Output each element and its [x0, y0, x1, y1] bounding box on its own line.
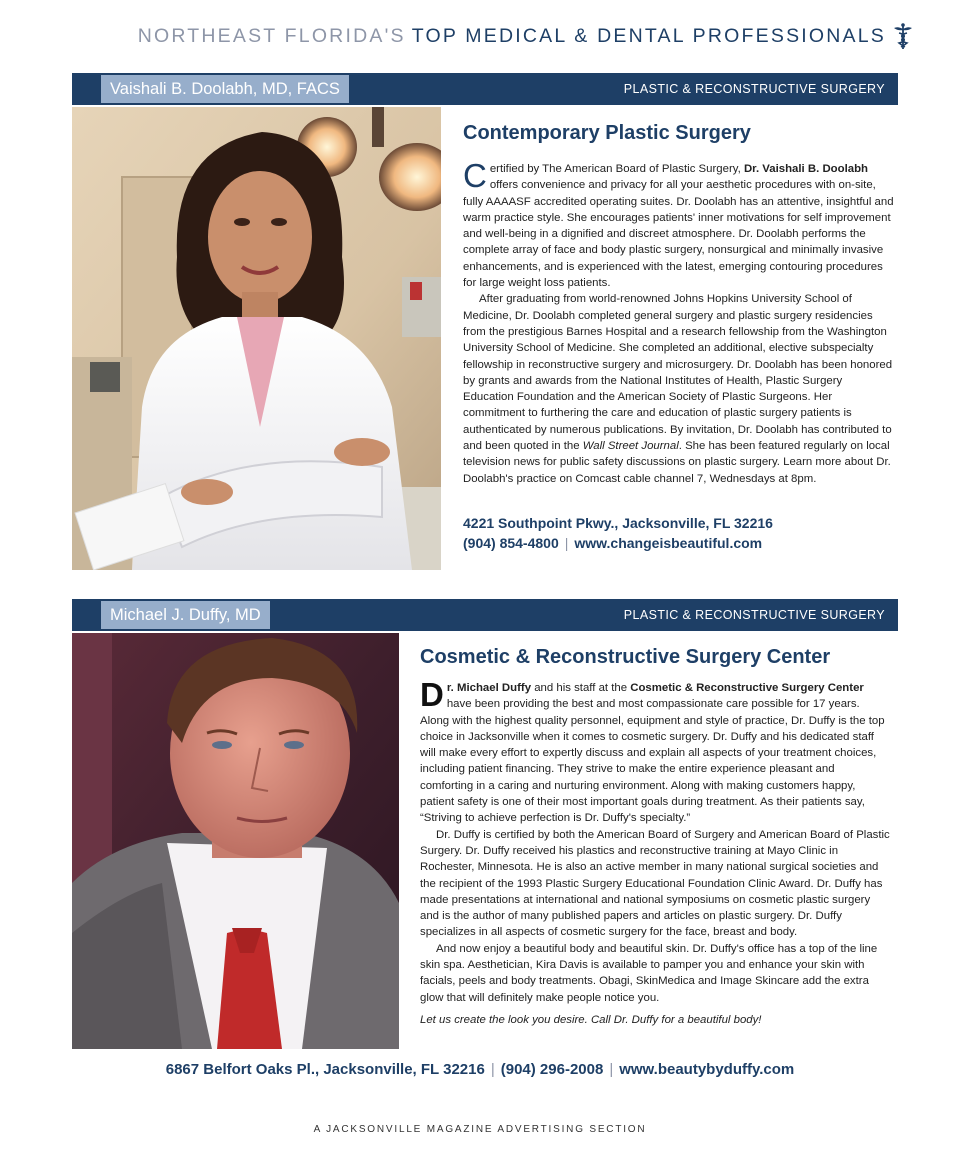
text-span: and his staff at the — [531, 682, 631, 694]
separator: | — [609, 1061, 614, 1078]
doctor-photo-duffy — [72, 633, 399, 1049]
paragraph — [420, 676, 890, 827]
paragraph — [463, 157, 895, 291]
profile-body-duffy — [420, 676, 890, 1028]
doctor-name-tab: Vaishali B. Doolabh, MD, FACS — [101, 75, 349, 103]
separator: | — [490, 1061, 495, 1078]
practice-name-bold: Cosmetic & Reconstructive Surgery Center — [630, 682, 864, 694]
phone-number[interactable]: (904) 854-4800 — [463, 535, 559, 551]
paragraph: And now enjoy a beautiful body and beautiful skin. Dr. Duffy's office has a top of the line skin spa. Aesthetician, Kira Davis is available to pamper you and enhance your skin with facials, peels and body treatments. Obagi, SkinMedica and Image Skincare add the extra glow that will definitely make people notice you. — [420, 942, 878, 1004]
paragraph — [463, 291, 895, 487]
profile-banner-doolabh — [72, 73, 898, 105]
phone-number[interactable]: (904) 296-2008 — [500, 1061, 604, 1078]
page-footer: A JACKSONVILLE MAGAZINE ADVERTISING SECTION — [313, 1124, 647, 1135]
page-header — [138, 22, 914, 50]
profile-banner-duffy — [72, 599, 898, 631]
text-span: . She has been featured regularly on local television news for public safety discussions on plastic surgery. Learn more about Dr. Doolabh's practice on Comcast cable channel 7, Wednesdays at 8pm. — [463, 440, 891, 485]
drop-cap: D — [420, 676, 444, 713]
address: 4221 Southpoint Pkwy., Jacksonville, FL 32216 — [463, 515, 773, 531]
text-span: ertified by The American Board of Plastic Surgery, — [489, 163, 744, 175]
website-link[interactable]: www.changeisbeautiful.com — [574, 535, 763, 551]
doctor-name-tab: Michael J. Duffy, MD — [101, 601, 270, 629]
doctor-name-bold: Dr. Vaishali B. Doolabh — [743, 163, 868, 175]
doctor-photo-doolabh — [72, 107, 441, 570]
section-title-duffy: Cosmetic & Reconstructive Surgery Center — [420, 646, 831, 668]
contact-block-duffy — [0, 1060, 960, 1080]
contact-block-doolabh — [463, 513, 773, 553]
drop-cap: C — [463, 157, 487, 194]
section-title-doolabh: Contemporary Plastic Surgery — [463, 122, 751, 144]
address: 6867 Belfort Oaks Pl., Jacksonville, FL 32216 — [165, 1061, 485, 1078]
website-link[interactable]: www.beautybyduffy.com — [619, 1061, 795, 1078]
paragraph: Dr. Duffy is certified by both the American Board of Surgery and American Board of Plastic Surgery. Dr. Duffy received his plastics and reconstructive training at Mayo Clinic in Rochester, Minnesota. He is also an active member in many national surgical societies and the recipient of the 1993 Plastic Surgery Educational Foundation Clinic Award. Dr. Duffy has made presentations at international and national symposiums on cosmetic plastic surgery and is the author of many published papers and articles on plastic surgery. Dr. Duffy specializes in all aspects of cosmetic surgery for the face, breast and body. — [420, 828, 890, 939]
caduceus-icon — [892, 22, 914, 50]
profile-body-doolabh — [463, 157, 895, 487]
tagline: Let us create the look you desire. Call Dr. Duffy for a beautiful body! — [420, 1013, 762, 1026]
doctor-name-bold: r. Michael Duffy — [446, 682, 532, 694]
separator: | — [564, 535, 569, 551]
header-dark-text: TOP MEDICAL & DENTAL PROFESSIONALS — [411, 24, 886, 47]
specialty-label: PLASTIC & RECONSTRUCTIVE SURGERY — [623, 608, 885, 622]
text-span: have been providing the best and most compassionate care possible for 17 years. Along with the highest quality personnel, equipment and style of practice, Dr. Duffy is the top choice in Jacksonville when it comes to cosmetic surgery. Dr. Duffy and his dedicated staff will make every effort to expertly discuss and explain all aspects of your treatment choices, including patient financing. They strive to make the entire experience pleasant and comforting in a caring and nurturing environment. Along with making customers happy, patient safety is one of their most important goals during treatment. As their patients say, “Striving to achieve perfection is Dr. Duffy's specialty.” — [420, 698, 885, 825]
publication-name: Wall Street Journal — [582, 440, 679, 453]
text-span: offers convenience and privacy for all your aesthetic procedures with on-site, fully AAAASF accredited operating suites. Dr. Doolabh has an attentive, insightful and warm practice style. She encourages patients' inner motivations for self improvement and well-being in a dignified and discreet atmosphere. Dr. Doolabh performs the complete array of face and body plastic surgery, nonsurgical and minimally invasive enhancements, and is experienced with the latest, emerging contouring procedures for large weight loss patients. — [463, 179, 894, 290]
text-span: After graduating from world-renowned Johns Hopkins University School of Medicine, Dr. Doolabh completed general surgery and plastic surgery residencies from the prestigious Barnes Hospital and a research fellowship from the Washington University School of Medicine. She completed an additional, elective subspecialty fellowship in reconstructive surgery and microsurgery. Dr. Doolabh has been honored by grants and awards from the National Institutes of Health, Plastic Surgery Education Foundation and the American Society of Plastic Surgeons. Her commitment to furthering the care and education of plastic surgery patients is authenticated by numerous publications. By invitation, Dr. Doolabh has contributed to and been quoted in the — [463, 293, 893, 453]
header-light-text: NORTHEAST FLORIDA'S — [137, 24, 406, 47]
specialty-label: PLASTIC & RECONSTRUCTIVE SURGERY — [623, 82, 885, 96]
